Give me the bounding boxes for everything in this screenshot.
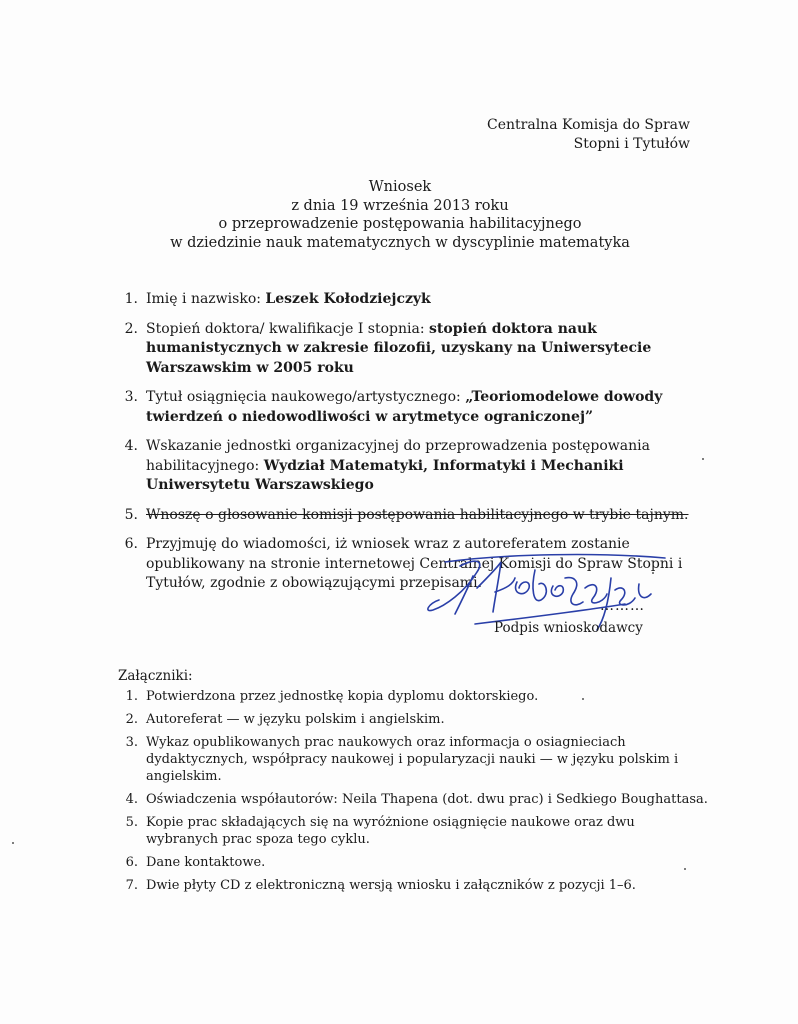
item-number: 3.: [124, 389, 138, 405]
attachment-item: [120, 791, 710, 808]
item-number: 4.: [124, 438, 138, 454]
title-line-3: o przeprowadzenie postępowania habilitacyjnego: [218, 216, 582, 232]
item-unit: [120, 437, 700, 496]
item-text: Przyjmuję do wiadomości, iż wniosek wraz z autoreferatem zostanie opublikowany na stronie internetowej Centralnej Komisji do Spraw Stopni i Tytułów, zgodnie z obowiązującymi przepisami.: [146, 536, 683, 591]
item-value: stopień doktora nauk humanistycznych w zakresie filozofii, uzyskany na Uniwersytecie Warszawskim w 2005 roku: [146, 320, 652, 376]
attachment-text: Dane kontaktowe.: [146, 855, 266, 870]
item-label: Tytuł osiągnięcia naukowego/artystycznego:: [146, 389, 461, 405]
attachment-number: 1.: [125, 689, 138, 704]
attachment-text: Kopie prac składających się na wyróżnione osiągnięcie naukowe oraz dwu wybranych prac spoza tego cyklu.: [146, 815, 635, 847]
attachment-number: 3.: [125, 735, 138, 750]
signature-dotted-line: ………: [600, 598, 645, 614]
item-achievement-title: [120, 388, 700, 427]
addressee-line-1: Centralna Komisja do Spraw: [487, 117, 690, 133]
attachment-number: 5.: [125, 815, 138, 830]
signature-label: Podpis wnioskodawcy: [494, 620, 643, 636]
attachment-number: 7.: [125, 878, 138, 893]
item-value: „Teoriomodelowe dowody twierdzeń o niedowodliwości w arytmetyce ograniczonej”: [146, 389, 663, 425]
attachments-list: [120, 688, 710, 900]
attachment-item: [120, 814, 710, 848]
scan-speck: [684, 868, 686, 870]
attachment-item: [120, 688, 710, 705]
attachment-text: Wykaz opublikowanych prac naukowych oraz informacja o osiagnieciach dydaktycznych, współpracy naukowej i popularyzacji nauki — w języku polskim i angielskim.: [146, 735, 679, 784]
scan-speck: [702, 458, 704, 460]
attachment-number: 6.: [125, 855, 138, 870]
attachment-number: 4.: [125, 792, 138, 807]
item-number: 5.: [124, 506, 138, 523]
item-value: Wydział Matematyki, Informatyki i Mechaniki Uniwersytetu Warszawskiego: [146, 457, 624, 493]
attachment-item: [120, 734, 710, 785]
scan-speck: [652, 572, 654, 574]
title-line-2: z dnia 19 września 2013 roku: [291, 197, 509, 214]
item-number: 2.: [124, 320, 138, 337]
title-line-4: w dziedzinie nauk matematycznych w dyscyplinie matematyka: [170, 234, 630, 251]
item-name: [120, 290, 700, 310]
attachment-text: Oświadczenia współautorów: Neila Thapena (dot. dwu prac) i Sedkiego Boughattasa.: [146, 792, 708, 807]
item-label: Imię i nazwisko:: [146, 291, 261, 307]
attachment-item: [120, 854, 710, 871]
item-label: Wskazanie jednostki organizacyjnej do przeprowadzenia postępowania habilitacyjnego:: [146, 438, 650, 474]
attachment-text: Potwierdzona przez jednostkę kopia dyplomu doktorskiego.: [146, 689, 539, 704]
document-title: [160, 178, 640, 252]
attachments-heading: Załączniki:: [118, 668, 193, 684]
scan-speck: [12, 842, 14, 844]
item-text-struck: Wnoszę o głosowanie komisji postępowania habilitacyjnego w trybie tajnym.: [146, 506, 689, 523]
addressee: [487, 116, 690, 154]
attachment-number: 2.: [125, 712, 138, 727]
item-label: Stopień doktora/ kwalifikacje I stopnia:: [146, 320, 425, 337]
attachment-item: [120, 877, 710, 894]
item-number: 6.: [124, 536, 138, 552]
item-secret-vote: [120, 506, 700, 526]
item-number: 1.: [124, 291, 138, 307]
item-value: Leszek Kołodziejczyk: [265, 291, 431, 307]
title-line-1: Wniosek: [368, 179, 432, 195]
attachment-text: Autoreferat — w języku polskim i angielskim.: [146, 712, 445, 727]
addressee-line-2: Stopni i Tytułów: [573, 136, 690, 152]
attachment-text: Dwie płyty CD z elektroniczną wersją wniosku i załączników z pozycji 1–6.: [146, 878, 636, 893]
scan-speck: [582, 698, 584, 700]
attachment-item: [120, 711, 710, 728]
item-degree: [120, 320, 700, 379]
